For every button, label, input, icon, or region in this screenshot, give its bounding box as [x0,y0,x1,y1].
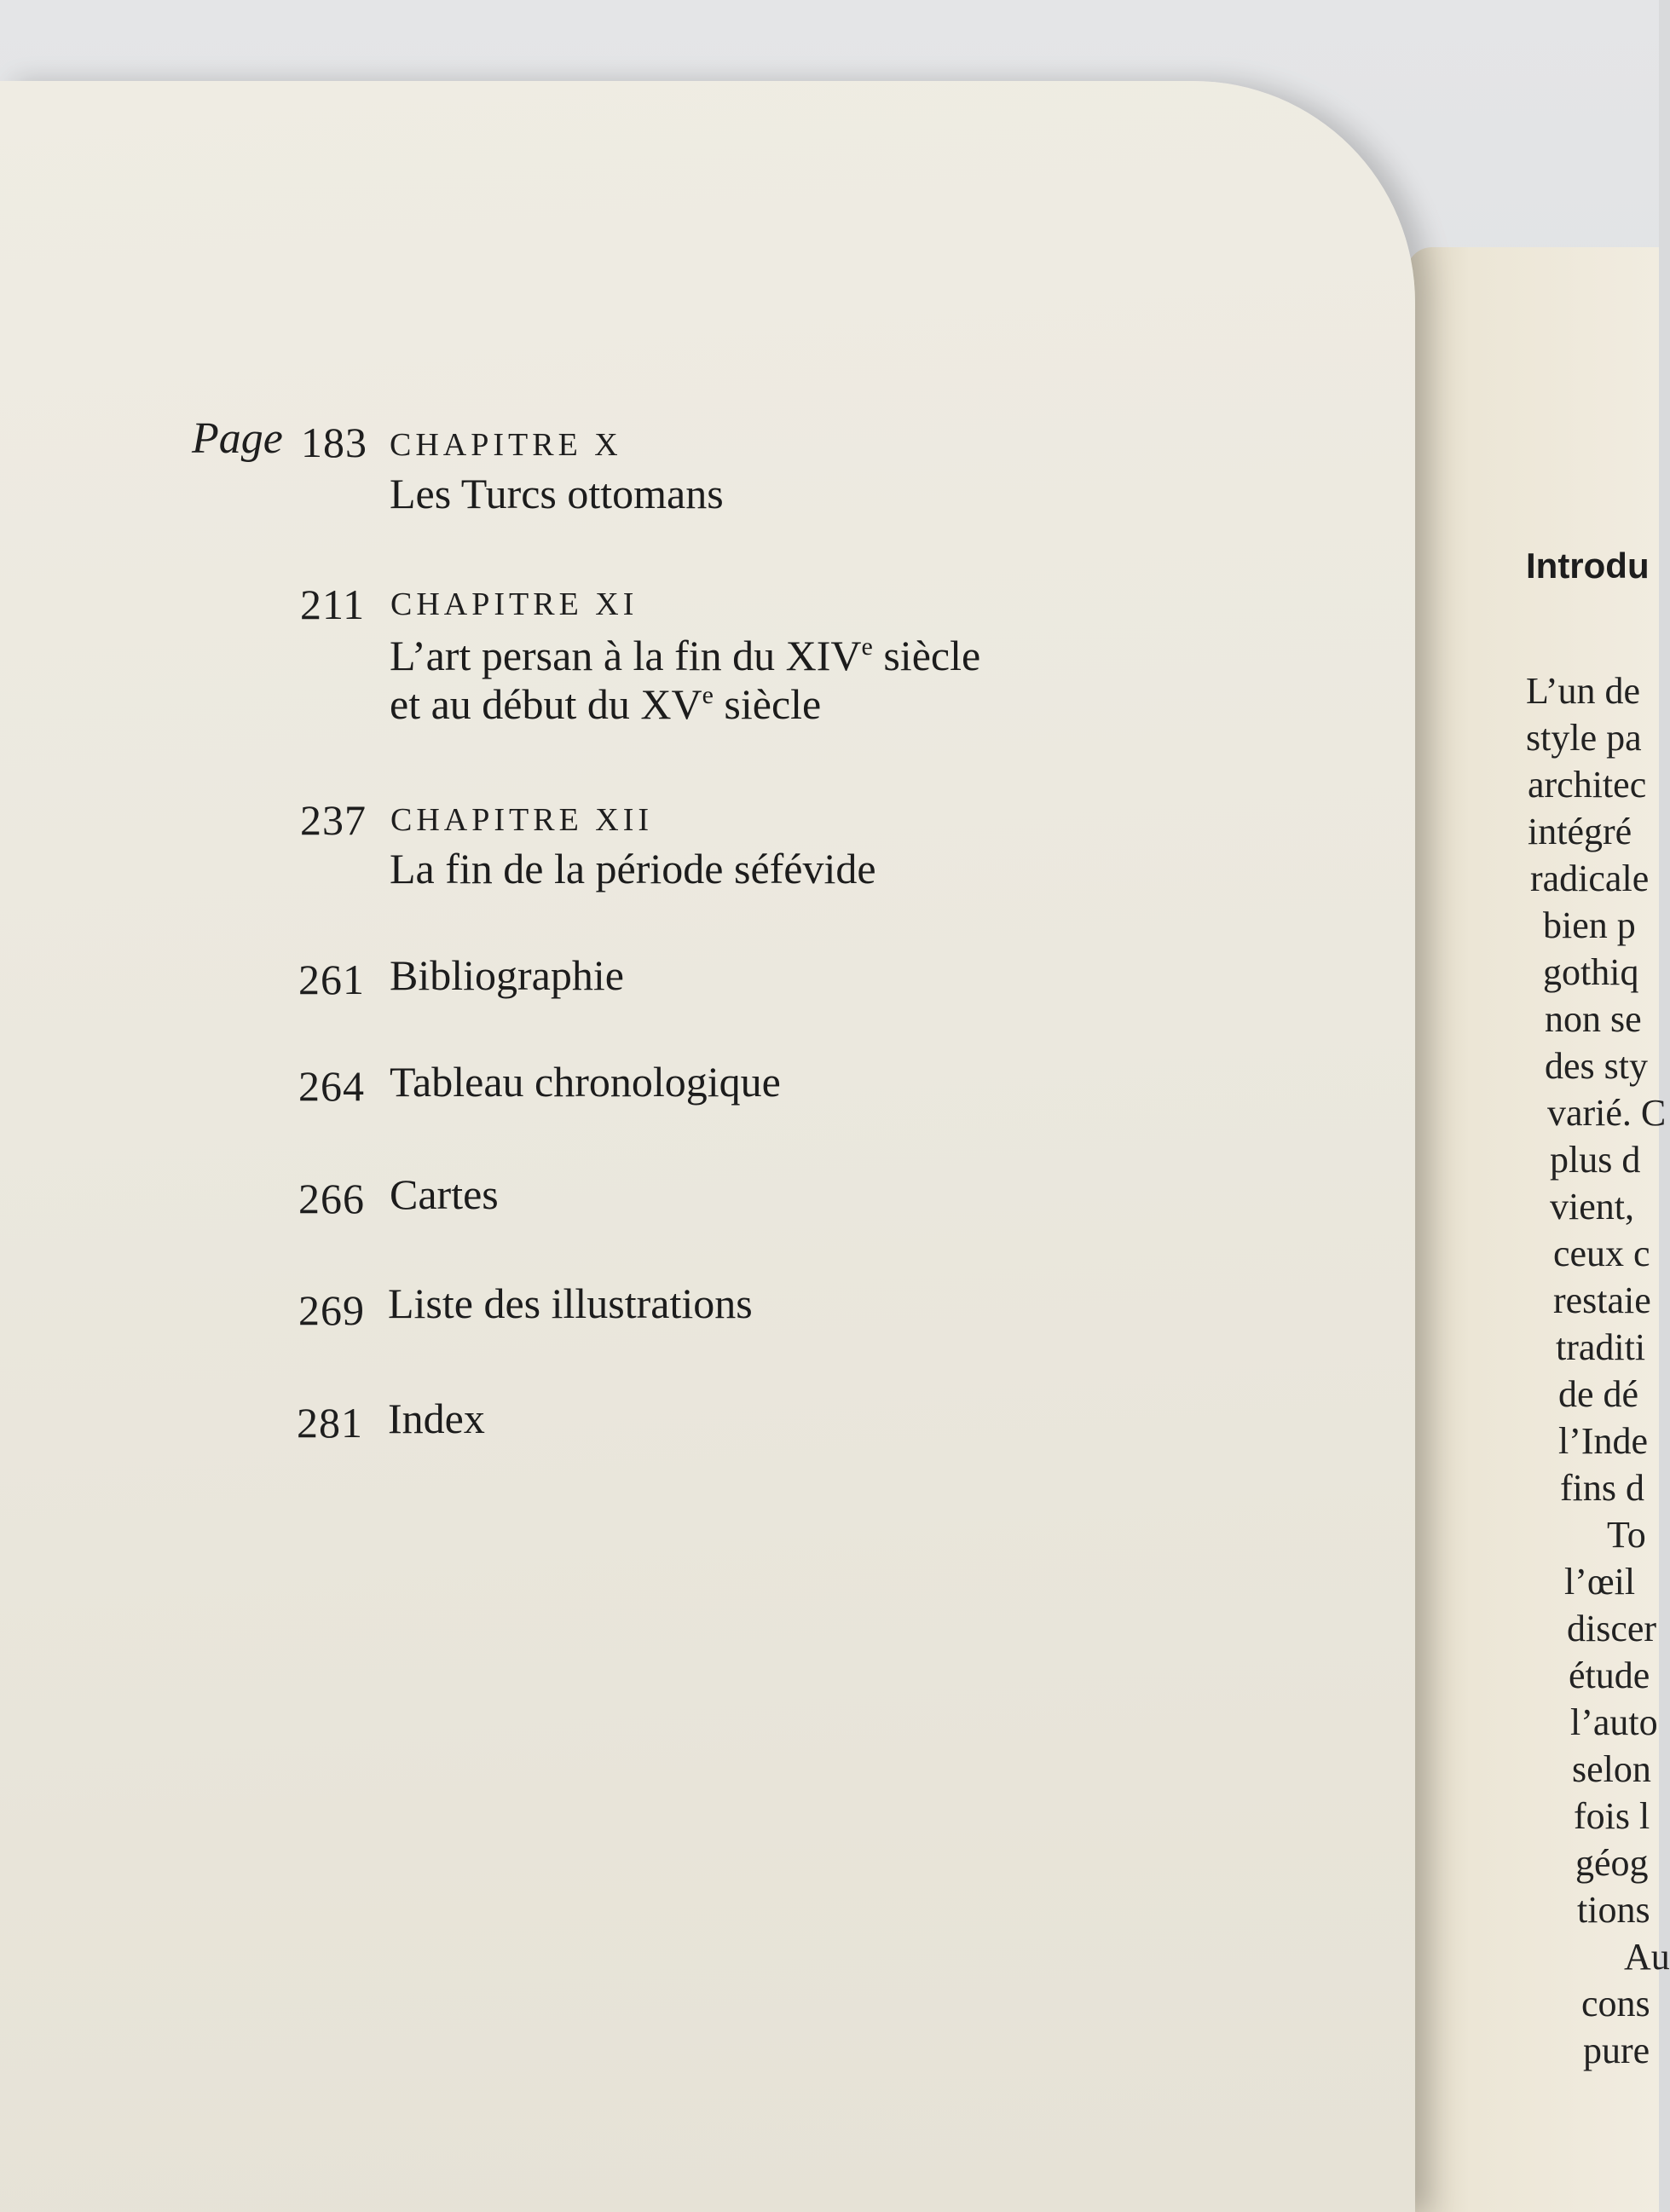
entry-title: Tableau chronologique [390,1058,781,1106]
right-page-line: tions [1577,1889,1650,1931]
right-page-line: vient, [1550,1186,1634,1227]
right-page-line: l’œil [1564,1561,1636,1603]
page-number: 183 [301,419,367,466]
right-page-line: traditi [1556,1326,1646,1368]
entry-title: La fin de la période séfévide [390,845,876,892]
right-page-line: fins d [1560,1467,1644,1509]
right-page [1407,247,1670,2212]
entry-title: Liste des illustrations [388,1279,753,1327]
page-number: 266 [298,1175,365,1222]
right-page-line: ceux c [1553,1233,1650,1274]
page-number: 261 [298,956,365,1003]
right-page-line: restaie [1553,1279,1651,1321]
right-page-line: étude [1569,1655,1650,1696]
right-page-line: L’un de [1526,670,1641,712]
page-number: 264 [298,1062,365,1110]
entry-title: Cartes [390,1170,499,1218]
right-page-line: gothiq [1543,951,1639,993]
right-page-line: intégré [1528,811,1632,852]
right-page-line: To [1607,1514,1646,1556]
entry-title: Bibliographie [390,951,624,999]
right-page-heading: Introdu [1526,546,1650,586]
entry-title: Les Turcs ottomans [390,470,724,517]
page-number: 269 [298,1286,365,1334]
right-page-line: des sty [1545,1045,1648,1087]
right-page-line: géog [1575,1842,1649,1884]
chapter-label: CHAPITRE XI [390,586,639,622]
right-page-line: de dé [1558,1373,1639,1415]
page-label: Page [192,414,283,463]
right-page-line: cons [1581,1983,1650,2024]
page-number: 237 [300,796,367,844]
right-page-line: non se [1545,998,1642,1040]
right-page-line: plus d [1550,1139,1641,1181]
chapter-label: CHAPITRE X [390,427,622,463]
right-page-line: bien p [1543,904,1636,946]
entry-title: Index [388,1395,485,1442]
right-page-line: varié. C [1547,1092,1667,1134]
right-page-line: pure [1583,2030,1650,2071]
entry-title: L’art persan à la fin du XIVe siècle [390,632,981,679]
right-page-line: discer [1567,1608,1657,1649]
left-page [0,81,1415,2212]
right-page-line: l’auto [1570,1701,1658,1743]
page-number: 281 [297,1399,363,1447]
entry-title: et au début du XVe siècle [390,680,822,728]
right-page-line: l’Inde [1558,1420,1649,1462]
right-page-line: Au [1624,1936,1670,1978]
page-number: 211 [300,580,366,628]
right-page-line: fois l [1574,1795,1650,1837]
right-page-line: architec [1528,764,1647,806]
right-page-line: selon [1572,1748,1651,1790]
right-page-line: radicale [1530,858,1650,899]
chapter-label: CHAPITRE XII [390,802,654,838]
right-page-line: style pa [1526,717,1642,759]
